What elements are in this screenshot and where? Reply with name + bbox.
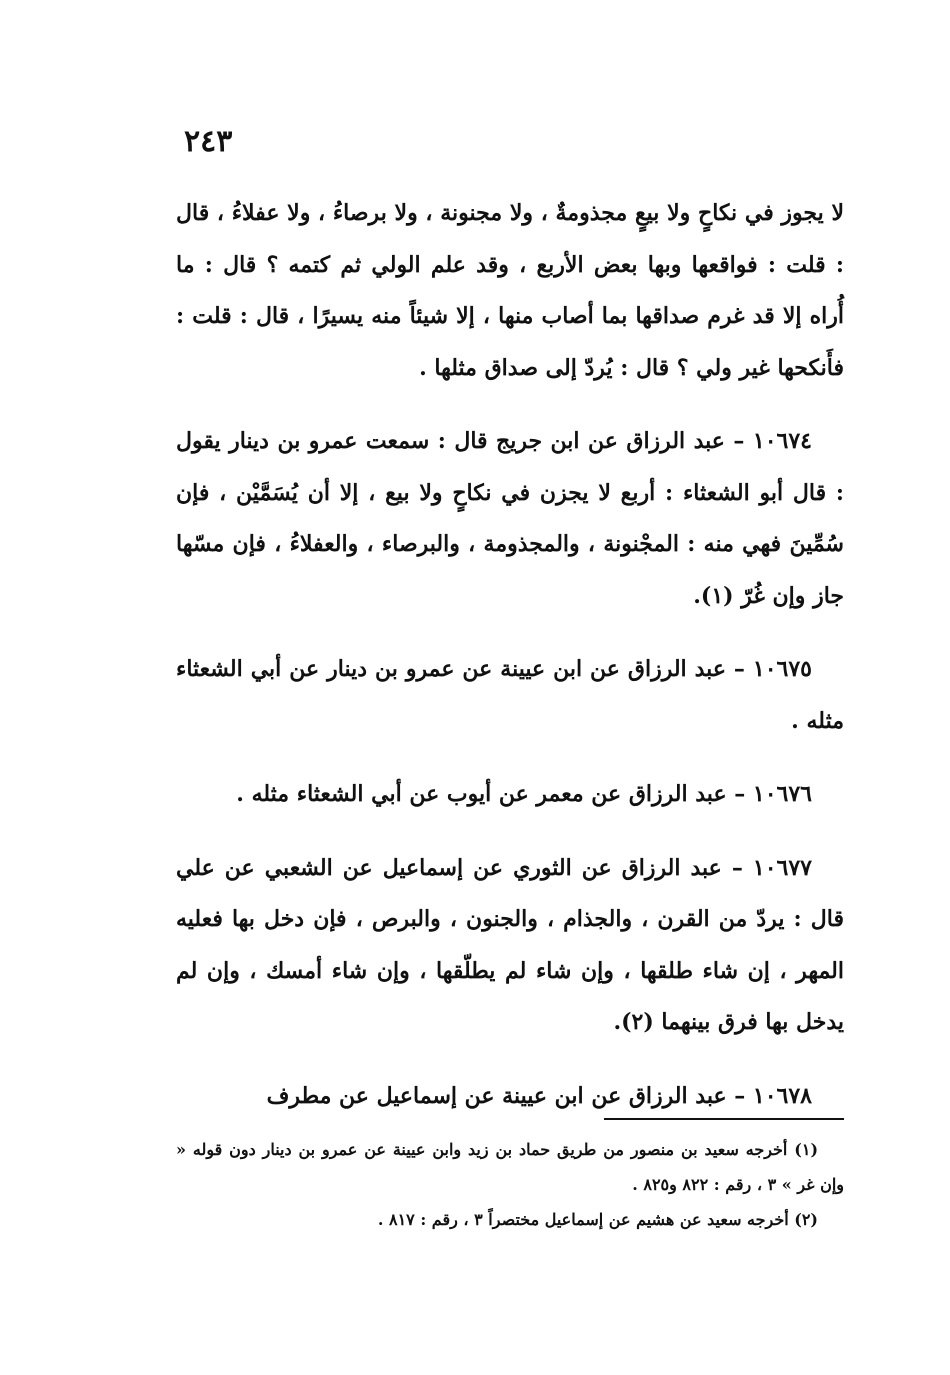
page-number: ٢٤٣ — [184, 124, 233, 159]
footnote-2: (٢) أخرجه سعيد عن هشيم عن إسماعيل مختصراً ٣ ، رقم : ٨١٧ . — [377, 1210, 818, 1229]
hadith-10678: ١٠٦٧٨ – عبد الرزاق عن ابن عيينة عن إسماعيل عن مطرف — [266, 1082, 812, 1109]
paragraph-continuation: لا يجوز في نكاحٍ ولا بيعٍ مجذومةٌ ، ولا مجنونة ، ولا برصاءُ ، ولا عفلاءُ ، قال : قلت : فواقعها وبها بعض الأربع ، وقد علم الولي ثم كتمه ؟ قال : ما أُراه إلا قد غرم صداقها بما أصاب منها ، إلا شيئاً منه يسيرًا ، قال : قلت : فأَنكحها غير ولي ؟ قال : يُردّ إلى صداق مثلها . — [176, 200, 845, 381]
hadith-10676: ١٠٦٧٦ – عبد الرزاق عن معمر عن أيوب عن أبي الشعثاء مثله . — [236, 781, 812, 807]
main-text-body — [176, 188, 844, 1144]
footnote-divider — [604, 1118, 844, 1120]
hadith-10675: ١٠٦٧٥ – عبد الرزاق عن ابن عيينة عن عمرو بن دينار عن أبي الشعثاء مثله . — [176, 656, 844, 734]
hadith-10674: ١٠٦٧٤ – عبد الرزاق عن ابن جريج قال : سمعت عمرو بن دينار يقول : قال أبو الشعثاء : أربع لا يجزن في نكاحٍ ولا بيع ، إلا أن يُسَمَّيْن ، فإن سُمِّينَ فهي منه : المجْنونة ، والمجذومة ، والبرصاء ، والعفلاءُ ، فإن مسّها جاز وإن غُرّ (١). — [176, 428, 844, 609]
hadith-10677: ١٠٦٧٧ – عبد الرزاق عن الثوري عن إسماعيل عن الشعبي عن علي قال : يردّ من القرن ، والجذام ، والجنون ، والبرص ، فإن دخل بها فعليه المهر ، إن شاء طلقها ، وإن شاء لم يطلّقها ، وإن شاء أمسك ، وإن لم يدخل بها فرق بينهما (٢). — [176, 854, 844, 1035]
footnotes — [176, 1132, 844, 1237]
footnote-1: (١) أخرجه سعيد بن منصور من طريق حماد بن زيد وابن عيينة عن عمرو بن دينار دون قوله « وإن غر » ٣ ، رقم : ٨٢٢ و٨٢٥ . — [176, 1140, 844, 1194]
